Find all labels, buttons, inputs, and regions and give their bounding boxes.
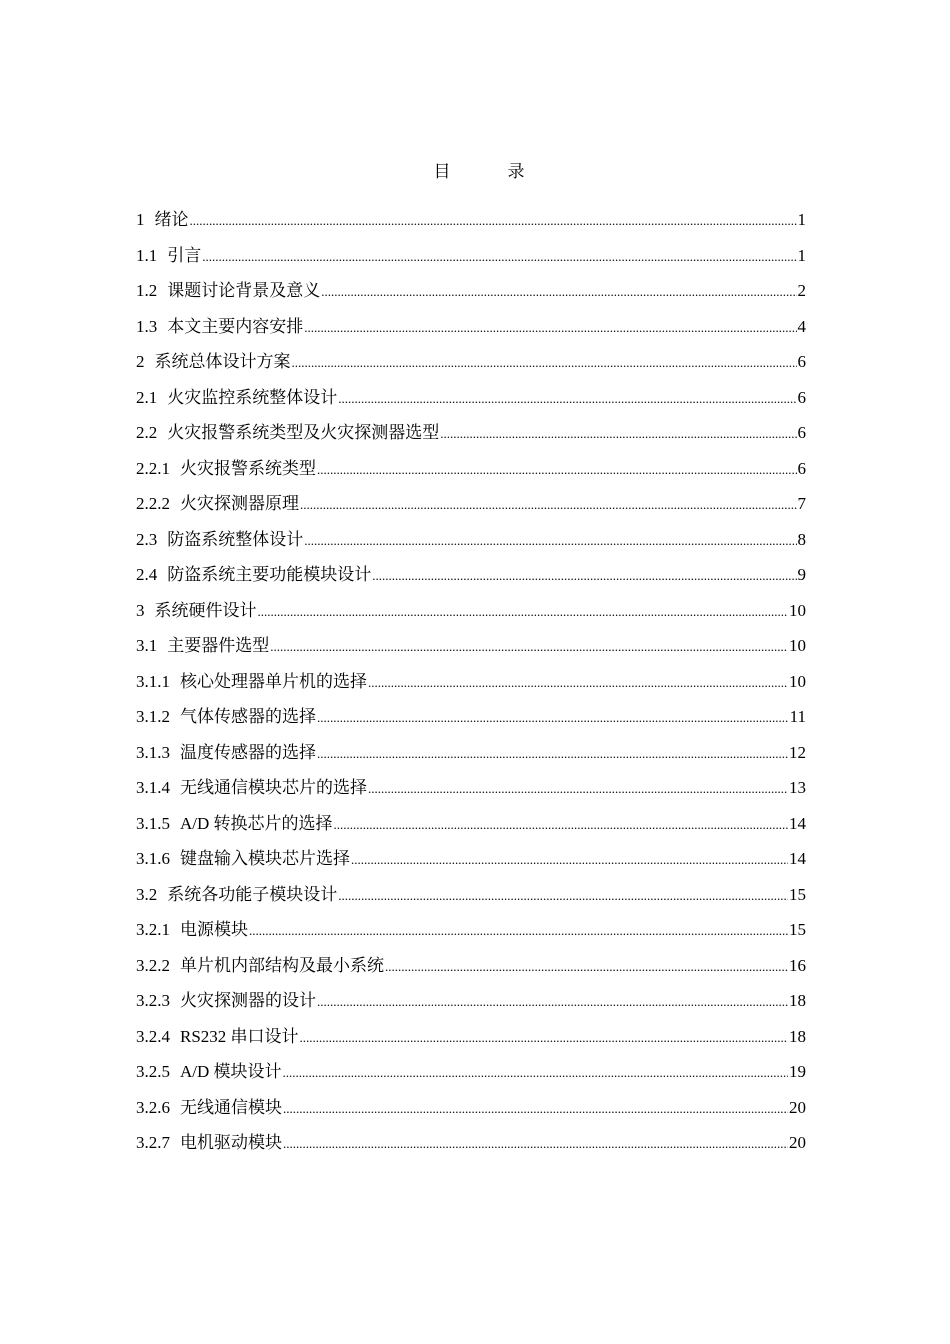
toc-entry-page-number: 14: [789, 849, 806, 868]
toc-entry-title: 电机驱动模块: [180, 1133, 282, 1152]
toc-dot-leader: [317, 739, 788, 768]
toc-entry-number: 3.1.1: [136, 671, 170, 691]
toc-entry[interactable]: [136, 668, 806, 704]
toc-entry-title: 电源模块: [180, 920, 248, 939]
toc-entry[interactable]: [136, 739, 806, 775]
toc-entry-number: 3.2.3: [136, 991, 170, 1010]
toc-entry[interactable]: [136, 1129, 806, 1165]
toc-entry-page-number: 6: [797, 423, 806, 442]
toc-entry-title: 火灾监控系统整体设计: [167, 387, 338, 407]
toc-dot-leader: [283, 1058, 788, 1087]
toc-entry-page-number: 20: [789, 1133, 806, 1152]
toc-dot-leader: [317, 703, 789, 732]
toc-entry-page-number: 1: [797, 245, 806, 265]
toc-entry[interactable]: [136, 597, 806, 633]
toc-entry-title: 无线通信模块芯片的选择: [180, 778, 367, 797]
toc-entry-title: 单片机内部结构及最小系统: [180, 955, 384, 975]
toc-entry-number: 2.1: [136, 387, 158, 407]
toc-entry-number: 2.2: [136, 423, 158, 442]
toc-entry-number: 3.1.2: [136, 707, 170, 726]
toc-entry-page-number: 6: [797, 387, 806, 407]
toc-entry-page-number: 13: [789, 778, 806, 797]
toc-dot-leader: [338, 881, 788, 910]
toc-entry-title: 核心处理器单片机的选择: [180, 671, 367, 691]
toc-entry-number: 2: [136, 352, 145, 371]
toc-entry-page-number: 8: [797, 529, 806, 549]
toc-dot-leader: [334, 810, 788, 839]
toc-entry-number: 3.2.6: [136, 1097, 170, 1117]
toc-entry-number: 3.1.3: [136, 742, 170, 762]
toc-entry-number: 3.2.1: [136, 920, 170, 939]
toc-entry-number: 3.2.7: [136, 1133, 170, 1152]
toc-entry-number: 3.1: [136, 636, 158, 655]
toc-entry-number: 1.1: [136, 245, 158, 265]
toc-entry-title: 系统总体设计方案: [154, 352, 291, 371]
toc-entry-title: 火灾报警系统类型及火灾探测器选型: [167, 423, 440, 442]
toc-entry-page-number: 18: [789, 991, 806, 1010]
toc-entry-number: 3.2: [136, 884, 158, 904]
toc-entry-number: 3.2.4: [136, 1026, 170, 1046]
toc-entry-number: 2.4: [136, 565, 158, 584]
toc-dot-leader: [202, 242, 796, 271]
toc-entry[interactable]: [136, 881, 806, 917]
toc-dot-leader: [300, 490, 797, 519]
toc-entry-title: 系统硬件设计: [154, 600, 257, 620]
toc-dot-leader: [440, 419, 796, 448]
toc-entry[interactable]: [136, 987, 806, 1023]
toc-entry-number: 2.2.1: [136, 458, 170, 478]
toc-entry-page-number: 4: [797, 316, 806, 336]
toc-entry-number: 1.3: [136, 316, 158, 336]
toc-dot-leader: [368, 774, 788, 803]
toc-entry-page-number: 1: [797, 210, 806, 229]
toc-entry-number: 1.2: [136, 281, 158, 300]
toc-entry-number: 3.1.5: [136, 813, 170, 833]
toc-dot-leader: [321, 277, 796, 306]
toc-entry-number: 3.1.6: [136, 849, 170, 868]
toc-entry[interactable]: [136, 774, 806, 810]
toc-entry-page-number: 14: [789, 813, 806, 833]
toc-entry[interactable]: [136, 206, 806, 242]
toc-entry-title: 无线通信模块: [180, 1097, 282, 1117]
toc-dot-leader: [372, 561, 796, 590]
toc-entry[interactable]: [136, 561, 806, 597]
toc-entry-title: 气体传感器的选择: [180, 707, 316, 726]
toc-entry-title: 火灾报警系统类型: [180, 458, 316, 478]
toc-entry[interactable]: [136, 1023, 806, 1059]
toc-entry-page-number: 11: [789, 707, 806, 726]
table-of-contents: [136, 206, 806, 1165]
toc-entry[interactable]: [136, 952, 806, 988]
toc-entry-number: 3.1.4: [136, 778, 170, 797]
toc-entry-title: 防盗系统主要功能模块设计: [167, 565, 372, 584]
toc-entry-title: 火灾探测器的设计: [180, 991, 316, 1010]
toc-entry[interactable]: [136, 348, 806, 384]
toc-dot-leader: [300, 1023, 788, 1052]
toc-entry[interactable]: [136, 632, 806, 668]
toc-dot-leader: [351, 845, 788, 874]
toc-dot-leader: [283, 1094, 788, 1123]
toc-entry-page-number: 20: [789, 1097, 806, 1117]
toc-entry-title: 本文主要内容安排: [167, 316, 304, 336]
toc-entry-page-number: 7: [797, 494, 806, 513]
toc-entry-page-number: 9: [797, 565, 806, 584]
toc-entry-number: 1: [136, 210, 145, 229]
toc-entry[interactable]: [136, 526, 806, 562]
toc-entry[interactable]: [136, 490, 806, 526]
toc-entry[interactable]: [136, 916, 806, 952]
toc-dot-leader: [190, 206, 797, 235]
toc-entry[interactable]: [136, 277, 806, 313]
toc-entry-page-number: 16: [789, 955, 806, 975]
toc-entry-title: 防盗系统整体设计: [167, 529, 304, 549]
toc-entry-number: 3.2.2: [136, 955, 170, 975]
toc-entry[interactable]: [136, 313, 806, 349]
toc-entry[interactable]: [136, 384, 806, 420]
toc-dot-leader: [338, 384, 796, 413]
toc-entry-page-number: 10: [789, 636, 806, 655]
toc-entry-page-number: 15: [789, 920, 806, 939]
toc-entry-number: 3.2.5: [136, 1062, 170, 1081]
toc-dot-leader: [304, 313, 796, 342]
toc-entry-title: 系统各功能子模块设计: [167, 884, 338, 904]
toc-entry-page-number: 19: [789, 1062, 806, 1081]
toc-entry-page-number: 10: [789, 671, 806, 691]
toc-entry-number: 2.3: [136, 529, 158, 549]
toc-entry-number: 2.2.2: [136, 494, 170, 513]
toc-entry[interactable]: [136, 242, 806, 278]
toc-entry-title: 引言: [167, 245, 202, 265]
toc-dot-leader: [304, 526, 796, 555]
toc-entry[interactable]: [136, 810, 806, 846]
toc-entry-title: 绪论: [154, 210, 189, 229]
toc-entry-number: 3: [136, 600, 145, 620]
toc-entry-page-number: 6: [797, 352, 806, 371]
toc-entry-page-number: 6: [797, 458, 806, 478]
toc-dot-leader: [317, 987, 788, 1016]
toc-dot-leader: [249, 916, 788, 945]
toc-entry[interactable]: [136, 703, 806, 739]
toc-entry-page-number: 10: [789, 600, 806, 620]
toc-entry-title: 火灾探测器原理: [180, 494, 299, 513]
toc-entry[interactable]: [136, 419, 806, 455]
toc-entry-title: 课题讨论背景及意义: [167, 281, 321, 300]
toc-entry-page-number: 18: [789, 1026, 806, 1046]
toc-entry-title: RS232 串口设计: [180, 1026, 299, 1046]
toc-dot-leader: [258, 597, 789, 626]
toc-title: 目 录: [433, 162, 545, 181]
toc-dot-leader: [270, 632, 788, 661]
toc-dot-leader: [368, 668, 788, 697]
toc-entry-title: 温度传感器的选择: [180, 742, 316, 762]
toc-entry-title: A/D 转换芯片的选择: [180, 813, 333, 833]
toc-entry[interactable]: [136, 1058, 806, 1094]
toc-dot-leader: [385, 952, 788, 981]
toc-entry-title: 主要器件选型: [167, 636, 270, 655]
toc-dot-leader: [317, 455, 797, 484]
toc-entry[interactable]: [136, 845, 806, 881]
toc-entry[interactable]: [136, 1094, 806, 1130]
toc-entry-page-number: 15: [789, 884, 806, 904]
toc-entry-title: 键盘输入模块芯片选择: [180, 849, 350, 868]
toc-entry-title: A/D 模块设计: [180, 1062, 282, 1081]
toc-dot-leader: [283, 1129, 788, 1158]
toc-entry-page-number: 2: [797, 281, 806, 300]
toc-entry[interactable]: [136, 455, 806, 491]
toc-dot-leader: [292, 348, 797, 377]
toc-entry-page-number: 12: [789, 742, 806, 762]
